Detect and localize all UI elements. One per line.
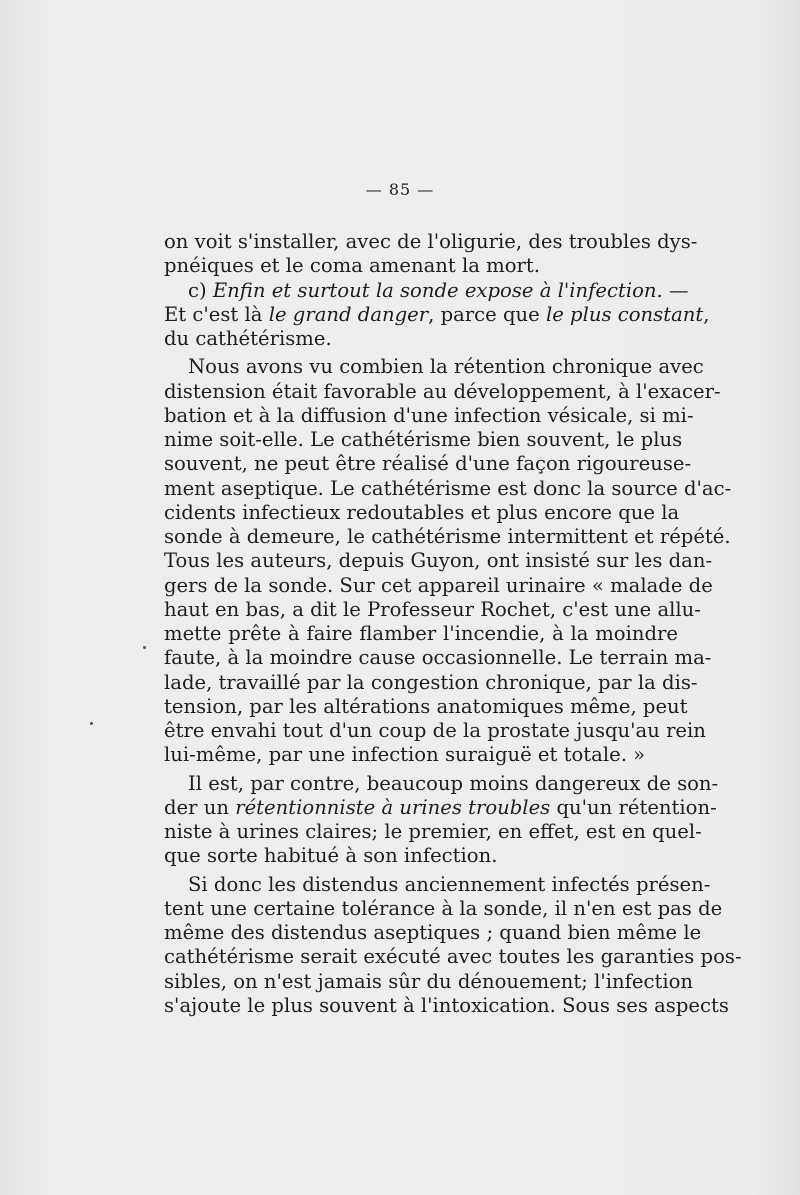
paragraph-1 bbox=[164, 230, 698, 279]
text-line: mette prête à faire flamber l'incendie, à la moindre bbox=[164, 622, 678, 645]
text-line: cathétérisme serait exécuté avec toutes les garanties pos- bbox=[164, 945, 742, 969]
text-fragment: der un bbox=[164, 795, 236, 819]
text-line: Il est, par contre, beaucoup moins dangereux de son- bbox=[188, 771, 719, 795]
paragraph-2 bbox=[164, 278, 710, 352]
italic-phrase: Enfin et surtout la sonde expose à l'infection. bbox=[212, 278, 663, 302]
italic-phrase: le plus constant bbox=[545, 302, 704, 326]
text-fragment: qu'un rétention- bbox=[550, 795, 717, 819]
text-line bbox=[164, 278, 689, 303]
text-line: que sorte habitué à son infection. bbox=[164, 844, 498, 868]
text-line: tent une certaine tolérance à la sonde, il n'en est pas de bbox=[164, 896, 723, 920]
text-line: même des distendus aseptiques ; quand bien même le bbox=[164, 921, 702, 944]
text-line: haut en bas, a dit le Professeur Rochet, c'est une allu- bbox=[164, 597, 701, 621]
text-line: Si donc les distendus anciennement infectés présen- bbox=[188, 872, 711, 896]
text-line: pnéiques et le coma amenant la mort. bbox=[164, 254, 541, 278]
text-line: Nous avons vu combien la rétention chronique avec bbox=[188, 355, 704, 379]
page-number: — 85 — bbox=[365, 180, 435, 199]
italic-phrase: rétentionniste à urines troubles bbox=[235, 795, 551, 819]
text-fragment: Et c'est là bbox=[164, 302, 269, 326]
list-marker: c) bbox=[188, 278, 213, 302]
text-line: lui-même, par une infection suraiguë et totale. » bbox=[164, 743, 646, 767]
text-fragment: , bbox=[703, 302, 710, 326]
text-line: gers de la sonde. Sur cet appareil urinaire « malade de bbox=[164, 573, 713, 597]
italic-phrase: le grand danger bbox=[268, 302, 429, 326]
text-line: faute, à la moindre cause occasionnelle. Le terrain ma- bbox=[164, 646, 712, 670]
text-line: Tous les auteurs, depuis Guyon, ont insisté sur les dan- bbox=[164, 549, 713, 573]
text-line: souvent, ne peut être réalisé d'une façon rigoureuse- bbox=[164, 452, 692, 476]
paragraph-4 bbox=[164, 771, 719, 869]
text-line: tension, par les altérations anatomiques même, peut bbox=[164, 694, 688, 718]
paragraph-3 bbox=[164, 355, 732, 767]
text-line: être envahi tout d'un coup de la prostate jusqu'au rein bbox=[164, 719, 706, 742]
text-line: sibles, on n'est jamais sûr du dénouement; l'infection bbox=[164, 969, 694, 993]
text-line: on voit s'installer, avec de l'oligurie, des troubles dys- bbox=[164, 230, 698, 253]
paragraph-5 bbox=[164, 872, 742, 1019]
text-line: distension était favorable au développement, à l'exacer- bbox=[164, 379, 721, 403]
text-fragment: , parce que bbox=[428, 302, 546, 326]
text-line: ment aseptique. Le cathétérisme est donc la source d'ac- bbox=[164, 476, 732, 500]
dash: — bbox=[662, 278, 689, 302]
text-line: du cathétérisme. bbox=[164, 327, 332, 350]
text-line: s'ajoute le plus souvent à l'intoxication. Sous ses aspects bbox=[164, 993, 729, 1017]
text-line: sonde à demeure, le cathétérisme intermittent et répété. bbox=[164, 525, 731, 548]
print-speck bbox=[90, 722, 93, 725]
body-text bbox=[164, 230, 742, 1018]
text-line bbox=[164, 302, 710, 327]
text-line: nime soit-elle. Le cathétérisme bien souvent, le plus bbox=[164, 428, 683, 451]
text-line: bation et à la diffusion d'une infection vésicale, si mi- bbox=[164, 403, 694, 427]
text-line: lade, travaillé par la congestion chronique, par la dis- bbox=[164, 670, 698, 694]
text-line: cidents infectieux redoutables et plus encore que la bbox=[164, 500, 680, 524]
text-line bbox=[164, 795, 717, 820]
text-line: niste à urines claires; le premier, en effet, est en quel- bbox=[164, 820, 702, 843]
print-speck bbox=[143, 646, 146, 649]
